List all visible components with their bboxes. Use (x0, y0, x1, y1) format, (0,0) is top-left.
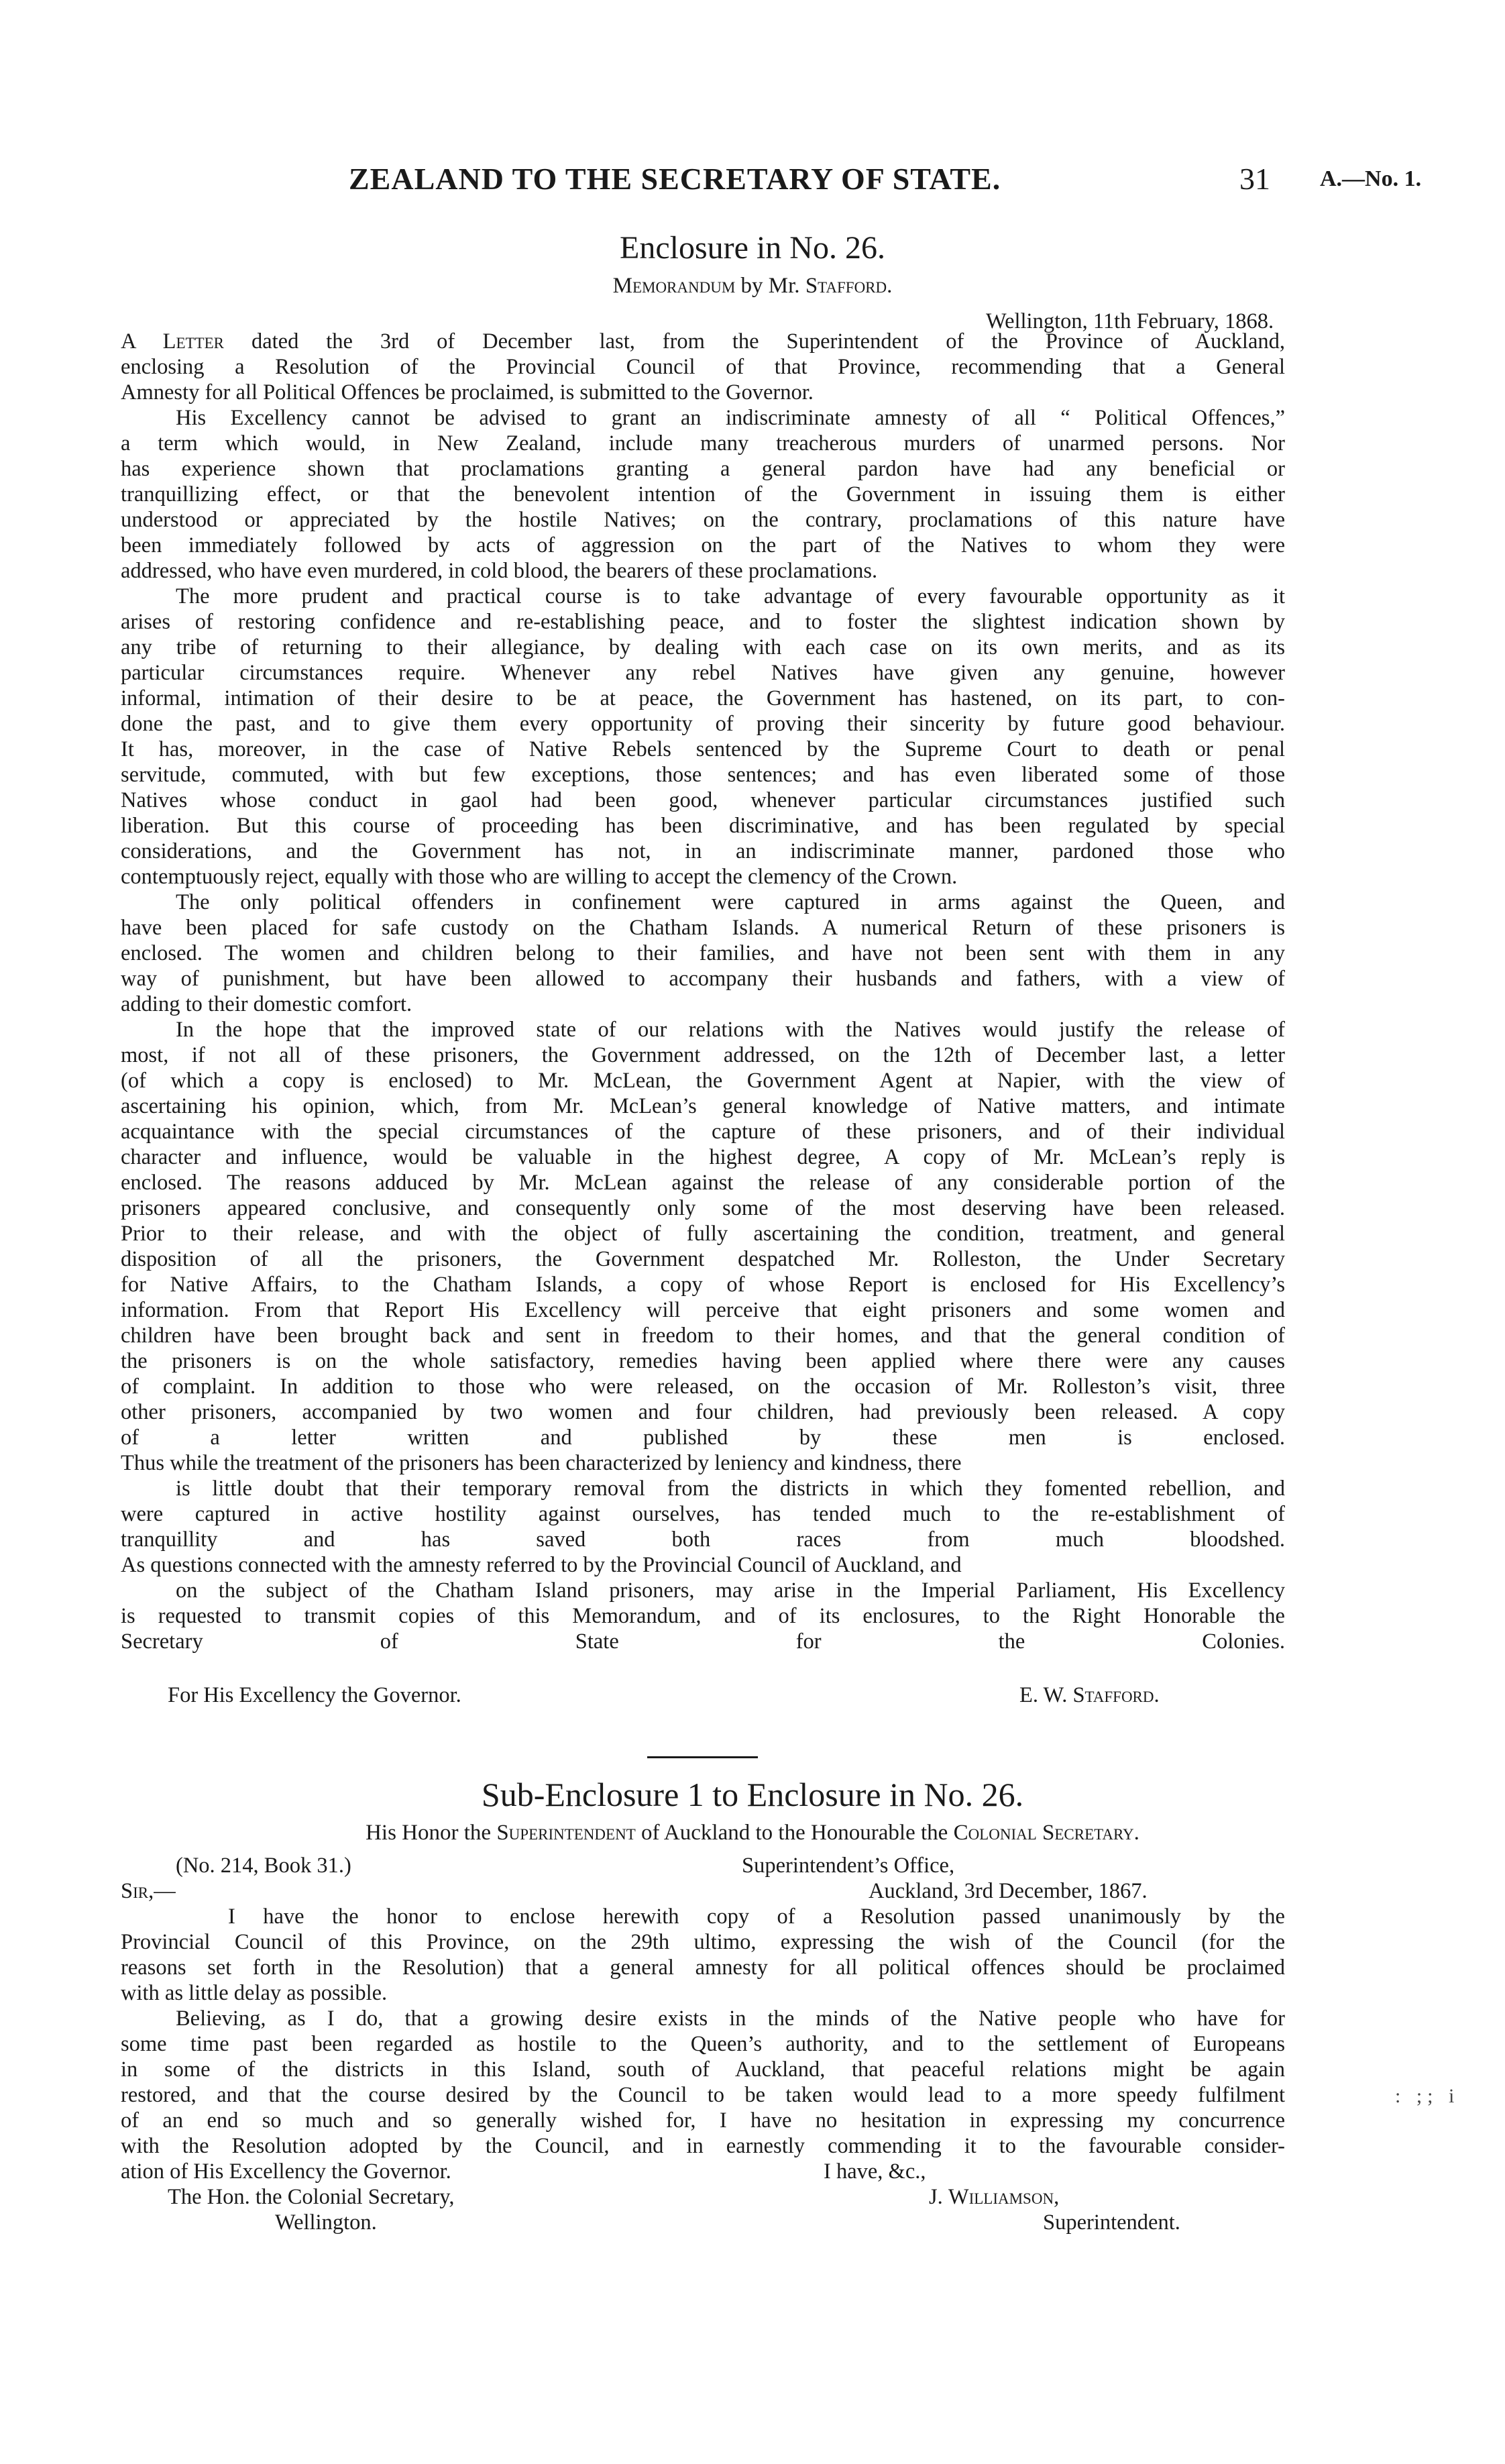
memorandum-byline (0, 274, 1505, 299)
body-line: As questions connected with the amnesty referred to by the Provincial Council of Auckland, and (121, 1553, 962, 1577)
body-line: understood or appreciated by the hostile Natives; on the contrary, proclamations of this nature have (121, 508, 1285, 532)
body-line: on the subject of the Chatham Island prisoners, may arise in the Imperial Parliament, His Excellency (176, 1578, 1285, 1603)
body-line: His Excellency cannot be advised to grant an indiscriminate amnesty of all “ Political Offences,” (176, 406, 1285, 430)
body-line: In the hope that the improved state of our relations with the Natives would justify the release of (176, 1018, 1285, 1042)
letter-recipient-place: Wellington. (275, 2210, 377, 2235)
letter-signatory-title: Superintendent. (1043, 2210, 1180, 2235)
body-line: The only political offenders in confinement were captured in arms against the Queen, and (176, 890, 1285, 914)
body-line: prisoners appeared conclusive, and consequently only some of the most deserving have been released. (121, 1196, 1285, 1220)
enclosure-heading: Enclosure in No. 26. (620, 230, 885, 266)
body-line: Believing, as I do, that a growing desire exists in the minds of the Native people who have for (176, 2006, 1285, 2031)
opening-word: A Letter (121, 329, 224, 354)
body-line: Prior to their release, and with the object of fully ascertaining the condition, treatment, and general (121, 1222, 1285, 1246)
body-line: tranquillity and has saved both races from much bloodshed. (121, 1528, 1285, 1552)
body-line: been immediately followed by acts of aggression on the part of the Natives to whom they were (121, 533, 1285, 557)
memorandum-author: Stafford. (805, 274, 893, 298)
letter-salutation: Sir,— (121, 1879, 176, 1903)
body-line: enclosing a Resolution of the Provincial Council of that Province, recommending that a General (121, 355, 1285, 379)
sub-enclosure-address: His Honor the Superintendent of Auckland to the Honourable the Colonial Secretary. (366, 1821, 1139, 1845)
body-line: done the past, and to give them every opportunity of proving their sincerity by future good behaviour. (121, 712, 1285, 736)
body-line: informal, intimation of their desire to be at peace, the Government has hastened, on its part, to con- (121, 686, 1285, 710)
body-line: other prisoners, accompanied by two women and four children, had previously been released. A copy (121, 1400, 1285, 1424)
body-line: any tribe of returning to their allegiance, by dealing with each case on its own merits, and as its (121, 635, 1285, 659)
body-line: enclosed. The women and children belong to their families, and have not been sent with them in any (121, 941, 1285, 965)
body-line: some time past been regarded as hostile to the Queen’s authority, and to the settlement of Europeans (121, 2032, 1285, 2056)
body-line: has experience shown that proclamations granting a general pardon have had any beneficial or (121, 457, 1285, 481)
body-line: contemptuously reject, equally with those who are willing to accept the clemency of the Crown. (121, 865, 958, 889)
body-line: character and influence, would be valuable in the highest degree, A copy of Mr. McLean’s reply is (121, 1145, 1285, 1169)
body-line: Secretary of State for the Colonies. (121, 1629, 1285, 1654)
memorandum-by: by Mr. (740, 274, 800, 298)
body-line: is little doubt that their temporary removal from the districts in which they fomented rebellion, and (176, 1477, 1285, 1501)
body-line: adding to their domestic comfort. (121, 992, 412, 1016)
body-line: acquaintance with the special circumstances of the capture of these prisoners, and of their individual (121, 1120, 1285, 1144)
memorandum-date: Wellington, 11th February, 1868. (986, 309, 1274, 333)
letter-reference: (No. 214, Book 31.) (176, 1854, 351, 1878)
body-line: ation of His Excellency the Governor. (121, 2159, 451, 2184)
letter-valediction: I have, &c., (824, 2159, 926, 2184)
letter-signature: J. Williamson, (929, 2185, 1060, 2209)
body-line: enclosed. The reasons adduced by Mr. McLean against the release of any considerable portion of the (121, 1171, 1285, 1195)
body-line: way of punishment, but have been allowed to accompany their husbands and fathers, with a view of (121, 967, 1285, 991)
sub-enclosure-heading: Sub-Enclosure 1 to Enclosure in No. 26. (481, 1776, 1024, 1813)
letter-date: Auckland, 3rd December, 1867. (869, 1879, 1148, 1903)
signature-initials: E. W. (1019, 1683, 1068, 1707)
body-line: the prisoners is on the whole satisfactory, remedies having been applied where there were any causes (121, 1349, 1285, 1373)
page-number: 31 (1239, 162, 1270, 196)
letter-recipient: The Hon. the Colonial Secretary, (168, 2185, 455, 2209)
body-line: Provincial Council of this Province, on the 29th ultimo, expressing the wish of the Council (for the (121, 1930, 1285, 1954)
body-line: Natives whose conduct in gaol had been good, whenever particular circumstances justified such (121, 788, 1285, 812)
body-line: I have the honor to enclose herewith copy of a Resolution passed unanimously by the (228, 1905, 1285, 1929)
body-line: It has, moreover, in the case of Native Rebels sentenced by the Supreme Court to death or penal (121, 737, 1285, 761)
body-line: for Native Affairs, to the Chatham Islands, a copy of whose Report is enclosed for His Excellency’s (121, 1273, 1285, 1297)
body-line: of complaint. In addition to those who were released, on the occasion of Mr. Rolleston’s visit, three (121, 1375, 1285, 1399)
body-line: (of which a copy is enclosed) to Mr. McLean, the Government Agent at Napier, with the view of (121, 1069, 1285, 1093)
margin-marks: : ;; i (1395, 2085, 1460, 2107)
body-line: Thus while the treatment of the prisoners has been characterized by leniency and kindness, there (121, 1451, 962, 1475)
body-line: particular circumstances require. Whenever any rebel Natives have given any genuine, however (121, 661, 1285, 685)
body-line: with as little delay as possible. (121, 1981, 388, 2005)
body-line: were captured in active hostility against ourselves, has tended much to the re-establishment of (121, 1502, 1285, 1526)
body-line: liberation. But this course of proceeding has been discriminative, and has been regulated by special (121, 814, 1285, 838)
body-line: The more prudent and practical course is to take advantage of every favourable opportunity as it (176, 584, 1285, 608)
body-line: addressed, who have even murdered, in cold blood, the bearers of these proclamations. (121, 559, 878, 583)
body-line: servitude, commuted, with but few exceptions, those sentences; and has even liberated some of those (121, 763, 1285, 787)
body-line: of a letter written and published by these men is enclosed. (121, 1426, 1285, 1450)
body-line: in some of the districts in this Island, south of Auckland, that peaceful relations might be again (121, 2057, 1285, 2082)
body-line: is requested to transmit copies of this Memorandum, and of its enclosures, to the Right Honorable the (121, 1604, 1285, 1628)
body-line: arises of restoring confidence and re-establishing peace, and to foster the slightest indication shown by (121, 610, 1285, 634)
body-line: A Letter dated the 3rd of December last, from the Superintendent of the Province of Auckland, (121, 329, 1285, 354)
body-line: disposition of all the prisoners, the Government despatched Mr. Rolleston, the Under Secretary (121, 1247, 1285, 1271)
body-line: information. From that Report His Excellency will perceive that eight prisoners and some women and (121, 1298, 1285, 1322)
body-line: with the Resolution adopted by the Council, and in earnestly commending it to the favourable consider- (121, 2134, 1285, 2158)
body-line: a term which would, in New Zealand, include many treacherous murders of unarmed persons. Nor (121, 431, 1285, 456)
memorandum-word: Memorandum (612, 274, 736, 298)
body-line: Amnesty for all Political Offences be proclaimed, is submitted to the Governor. (121, 380, 814, 405)
memorandum-signature (1019, 1682, 1160, 1708)
body-line: children have been brought back and sent in freedom to their homes, and that the general condition of (121, 1324, 1285, 1348)
body-line: considerations, and the Government has not, in an indiscriminate manner, pardoned those who (121, 839, 1285, 863)
body-line: most, if not all of these prisoners, the Government addressed, on the 12th of December last, a letter (121, 1043, 1285, 1067)
section-divider (647, 1756, 758, 1758)
signature-name: Stafford. (1072, 1683, 1160, 1707)
body-line: ascertaining his opinion, which, from Mr. McLean’s general knowledge of Native matters, and intimate (121, 1094, 1285, 1118)
body-line: tranquillizing effect, or that the benevolent intention of the Government in issuing them is either (121, 482, 1285, 506)
paper-reference: A.—No. 1. (1320, 166, 1422, 191)
running-header-title: ZEALAND TO THE SECRETARY OF STATE. (349, 162, 1001, 196)
letter-office: Superintendent’s Office, (742, 1854, 955, 1878)
body-line: restored, and that the course desired by the Council to be taken would lead to a more speedy fulfilment (121, 2083, 1285, 2107)
body-line: of an end so much and so generally wished for, I have no hesitation in expressing my concurrence (121, 2108, 1285, 2133)
body-line: have been placed for safe custody on the Chatham Islands. A numerical Return of these prisoners is (121, 916, 1285, 940)
closing-line: For His Excellency the Governor. (168, 1683, 461, 1707)
body-line: reasons set forth in the Resolution) that a general amnesty for all political offences should be proclaimed (121, 1956, 1285, 1980)
